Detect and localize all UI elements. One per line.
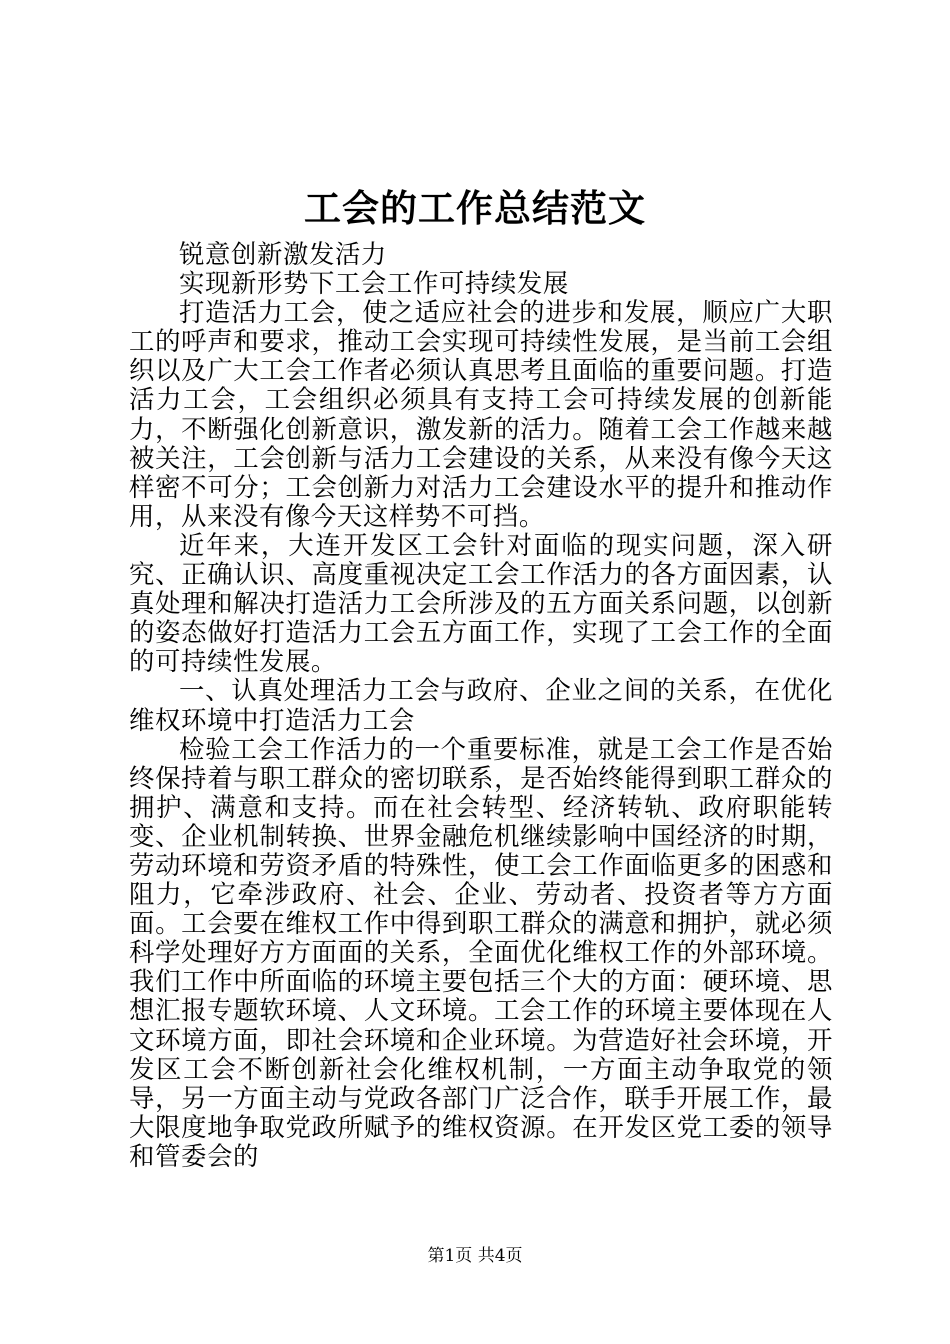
document-body — [129, 240, 833, 1171]
paragraph-intro: 打造活力工会，使之适应社会的进步和发展，顺应广大职工的呼声和要求，推动工会实现可持续性发展，是当前工会组织以及广大工会工作者必须认真思考且面临的重要问题。打造活力工会，工会组织必须具有支持工会可持续发展的创新能力，不断强化创新意识，激发新的活力。随着工会工作越来越被关注，工会创新与活力工会建设的关系，从来没有像今天这样密不可分；工会创新力对活力工会建设水平的提升和推动作用，从来没有像今天这样势不可挡。 — [129, 297, 833, 531]
paragraph-recent-years: 近年来，大连开发区工会针对面临的现实问题，深入研究、正确认识、高度重视决定工会工作活力的各方面因素，认真处理和解决打造活力工会所涉及的五方面关系问题，以创新的姿态做好打造活力工会五方面工作，实现了工会工作的全面的可持续性发展。 — [129, 529, 833, 677]
paragraph-subtitle-2: 实现新形势下工会工作可持续发展 — [179, 268, 569, 299]
page-footer: 第1页 共4页 — [427, 1246, 523, 1266]
paragraph-section-heading-1: 一、认真处理活力工会与政府、企业之间的关系，在优化维权环境中打造活力工会 — [129, 675, 833, 735]
paragraph-subtitle-1: 锐意创新激发活力 — [179, 239, 387, 269]
paragraph-section-body-1: 检验工会工作活力的一个重要标准，就是工会工作是否始终保持着与职工群众的密切联系，是否始终能得到职工群众的拥护、满意和支持。而在社会转型、经济转轨、政府职能转变、企业机制转换、世界金融危机继续影响中国经济的时期，劳动环境和劳资矛盾的特殊性，使工会工作面临更多的困惑和阻力，它牵涉政府、社会、企业、劳动者、投资者等方方面面。工会要在维权工作中得到职工群众的满意和拥护，就必须科学处理好方方面面的关系，全面优化维权工作的外部环境。我们工作中所面临的环境主要包括三个大的方面：硬环境、思想汇报专题软环境、人文环境。工会工作的环境主要体现在人文环境方面，即社会环境和企业环境。为营造好社会环境，开发区工会不断创新社会化维权机制，一方面主动争取党的领导，另一方面主动与党政各部门广泛合作，联手开展工作，最大限度地争取党政所赋予的维权资源。在开发区党工委的领导和管委会的 — [129, 733, 833, 1171]
document-title: 工会的工作总结范文 — [304, 186, 646, 230]
